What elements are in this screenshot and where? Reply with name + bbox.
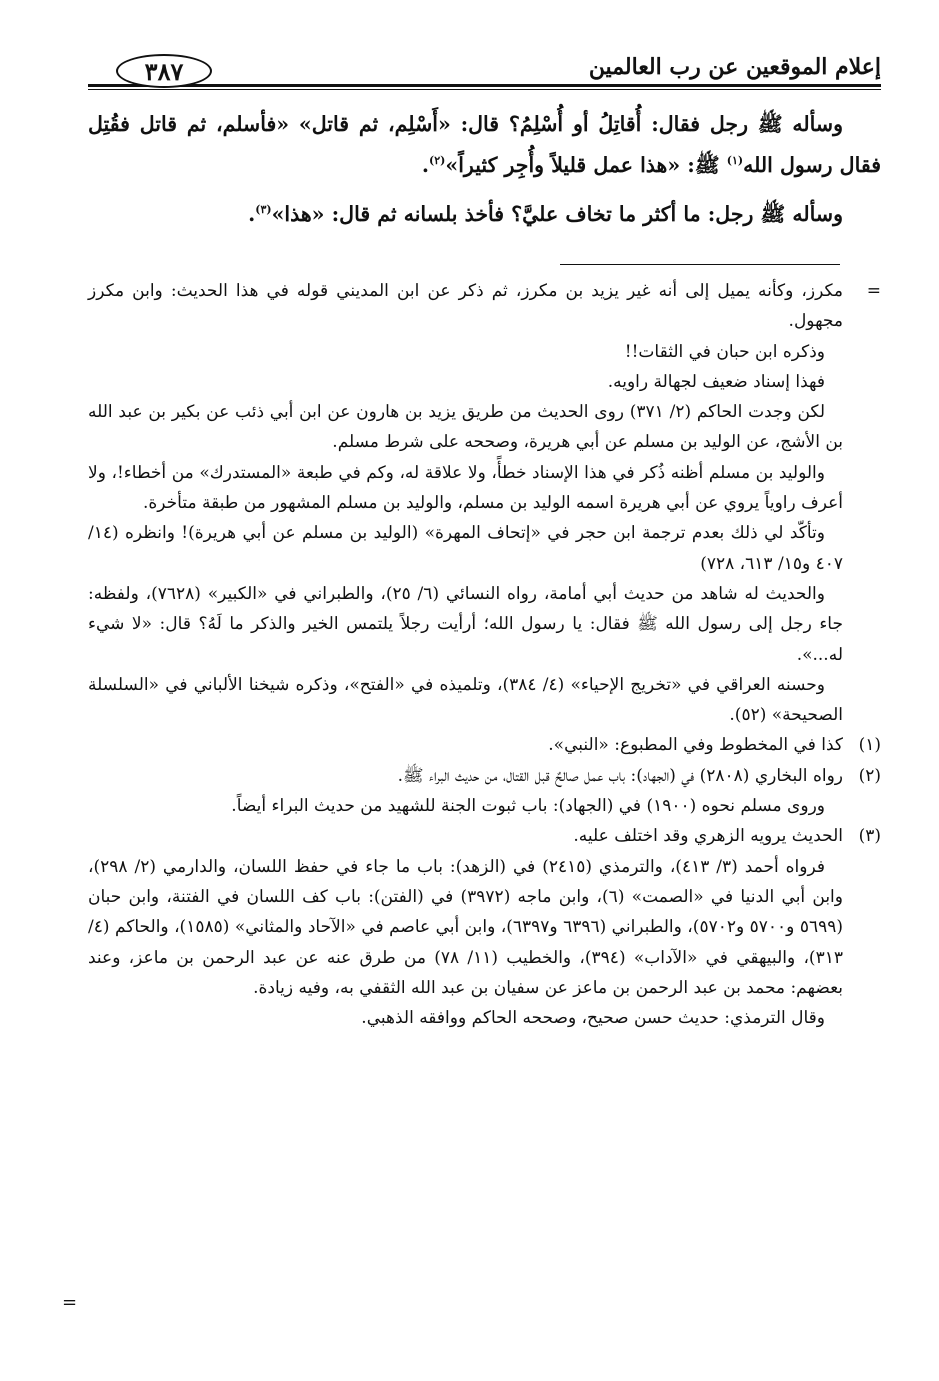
- page-number-badge: ٣٨٧: [116, 54, 212, 88]
- footnote-1: [88, 730, 881, 760]
- main-p2-text: وسأله ﷺ رجل: ما أكثر ما تخاف عليَّ؟ فأخذ بلسانه ثم قال: «هذا»: [271, 202, 843, 226]
- footnote-number: (٢): [858, 765, 881, 786]
- main-paragraph-1: [88, 104, 881, 186]
- note-line: وتأكّد لي ذلك بعدم ترجمة ابن حجر في «إتحاف المهرة» (الوليد بن مسلم عن أبي هريرة)! وانظره (١٤/ ٤٠٧ و١٥/ ٦١٣، ٧٢٨): [88, 523, 843, 574]
- note-line: مكرز، وكأنه يميل إلى أنه غير يزيد بن مكرز، ثم ذكر عن ابن المديني قوله في هذا الحديث: وابن مكرز مجهول.: [88, 281, 843, 332]
- header-rule-thick: [88, 84, 881, 87]
- main-p1-text-b: ﷺ: «هذا عمل قليلاً وأُجِر كثيراً»: [445, 153, 727, 177]
- note-line: وذكره ابن حبان في الثقات!!: [624, 341, 825, 362]
- book-title: إعلام الموقعين عن رب العالمين: [588, 54, 881, 80]
- footnotes: [88, 276, 881, 1033]
- note-line: لكن وجدت الحاكم (٢/ ٣٧١) روى الحديث من طريق يزيد بن هارون عن ابن أبي ذئب عن بكير بن عبد الله بن الأشج، عن الوليد بن مسلم عن أبي هريرة، وصححه على شرط مسلم.: [88, 402, 843, 453]
- note-line: وحسنه العراقي في «تخريج الإحياء» (٤/ ٣٨٤)، وتلميذه في «الفتح»، وذكره شيخنا الألباني في «السلسلة الصحيحة» (٥٢).: [88, 674, 843, 726]
- note-line: الحديث يرويه الزهري وقد اختلف عليه.: [573, 826, 843, 847]
- main-p2-end: .: [248, 202, 256, 226]
- footnote-separator: [560, 264, 840, 265]
- note-line: والحديث له شاهد من حديث أبي أمامة، رواه النسائي (٦/ ٢٥)، والطبراني في «الكبير» (٧٦٢٨)، ولفظه: جاء رجل إلى رسول الله ﷺ فقال: يا رسول الله؛ أرأيت رجلاً يلتمس الخير والذكر ما لَهُ؟ قال: «لا شيء له...».: [88, 583, 843, 665]
- note-line: فرواه أحمد (٣/ ٤١٣)، والترمذي (٢٤١٥) في (الزهد): باب ما جاء في حفظ اللسان، والدارمي (٢/ ٢٩٨)، وابن أبي الدنيا في «الصمت» (٦)، وابن ماجه (٣٩٧٢) في (الفتن): باب كف اللسان في الفتنة، وابن حبان (٥٦٩٩ و٥٧٠٠ و٥٧٠٢)، والطبراني (٦٣٩٦ و٦٣٩٧)، وابن أبي عاصم في «الآحاد والمثاني» (١٥٨٥)، والحاكم (٤/ ٣١٣)، والبيهقي في «الآداب» (٣٩٤)، والخطيب (١١/ ٧٨) من طرق عنه عن عبد الرحمن بن ماعز، وعند بعضهم: محمد بن عبد الرحمن بن ماعز عن سفيان بن عبد الله الثقفي به، وفيه زيادة.: [88, 856, 844, 998]
- note-line: كذا في المخطوط وفي المطبوع: «النبي».: [548, 735, 843, 756]
- footnote-2: [88, 761, 881, 822]
- footnote-ref-3: (٣): [255, 203, 272, 217]
- note-line: والوليد بن مسلم أظنه ذُكر في هذا الإسناد خطأً، ولا علاقة له، وكم في طبعة «المستدرك» من أخطاء!، ولا أعرف راوياً يروي عن أبي هريرة اسمه الوليد بن مسلم، والوليد بن مسلم المشهور من طبقة متأخرة.: [88, 462, 843, 514]
- continuation-mark: =: [866, 281, 881, 301]
- page-header: [88, 40, 881, 90]
- main-p1-text: وسأله ﷺ رجل فقال: أُقاتِلُ أو أُسْلِمُ؟ قال: «أَسْلِم، ثم قاتل» «فأسلم، ثم قاتل فقُتِل فقال رسول الله: [88, 112, 881, 177]
- footnote-number: (٣): [858, 826, 881, 847]
- main-p1-end: .: [421, 153, 430, 177]
- continuation-end-mark: =: [62, 1292, 78, 1313]
- note-line: رواه البخاري (٢٨٠٨) في (الجهاد): باب عمل صالحٌ قبل القتال، من حديث البراء ﷺ.: [397, 765, 843, 786]
- note-line: وروى مسلم نحوه (١٩٠٠) في (الجهاد): باب ثبوت الجنة للشهيد من حديث البراء أيضاً.: [231, 796, 825, 817]
- note-line: وقال الترمذي: حديث حسن صحيح، وصححه الحاكم ووافقه الذهبي.: [361, 1008, 825, 1029]
- note-line: فهذا إسناد ضعيف لجهالة راويه.: [607, 371, 825, 392]
- footnote-continuation: [88, 276, 881, 730]
- footnote-ref-1: (١): [726, 154, 744, 168]
- header-rule-thin: [88, 89, 881, 90]
- footnote-number: (١): [858, 735, 881, 756]
- main-text: [88, 104, 881, 235]
- main-paragraph-2: [88, 194, 881, 235]
- footnote-ref-2: (٢): [429, 154, 446, 168]
- footnote-3: [88, 821, 881, 1033]
